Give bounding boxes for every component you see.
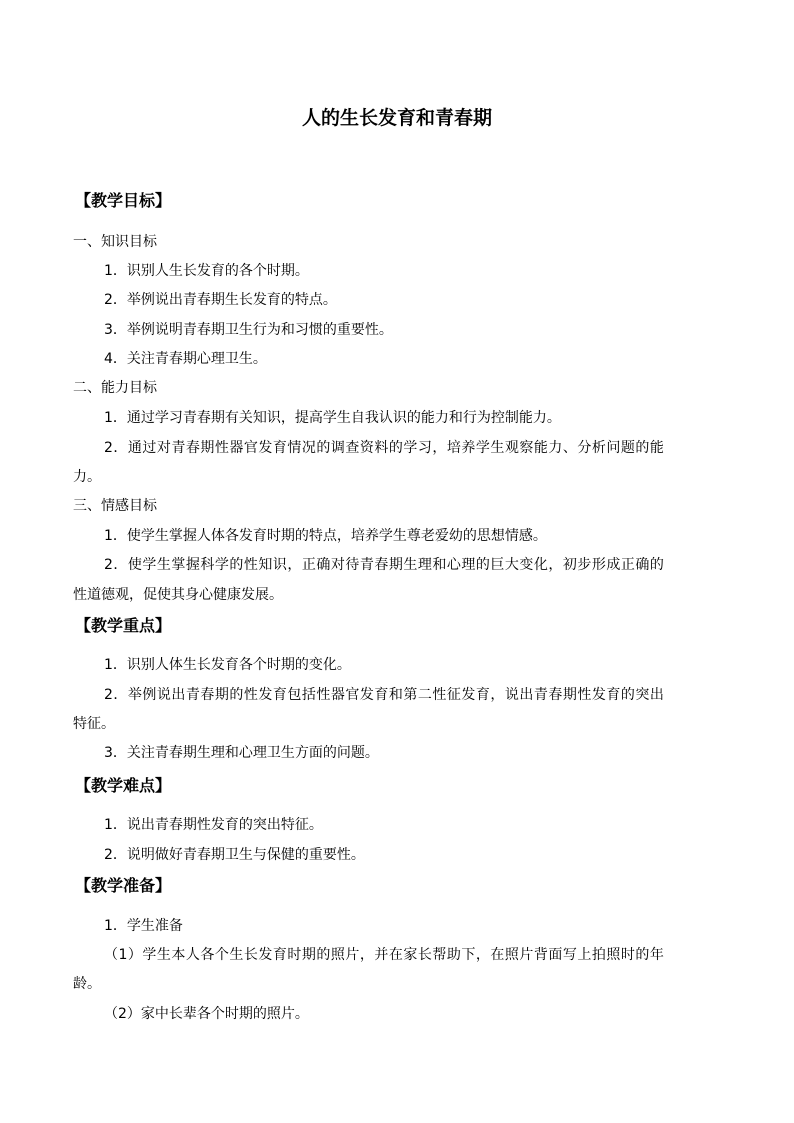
list-item: 2．使学生掌握科学的性知识，正确对待青春期生理和心理的巨大变化，初步形成正确的 <box>104 557 665 573</box>
list-item: 3．关注青春期生理和心理卫生方面的问题。 <box>104 745 379 761</box>
document-title: 人的生长发育和青春期 <box>301 107 492 129</box>
list-item: 2．说明做好青春期卫生与保健的重要性。 <box>104 847 365 863</box>
subheading-ability-objectives: 二、能力目标 <box>73 380 157 396</box>
list-item: 2．举例说出青春期生长发育的特点。 <box>104 292 337 308</box>
list-item: 1．学生准备 <box>104 918 183 934</box>
list-item: 3．举例说明青春期卫生行为和习惯的重要性。 <box>104 322 393 338</box>
list-item: 4．关注青春期心理卫生。 <box>104 351 267 367</box>
list-item: 1．使学生掌握人体各发育时期的特点，培养学生尊老爱幼的思想情感。 <box>104 528 547 544</box>
list-item: 1．识别人体生长发育各个时期的变化。 <box>104 657 351 673</box>
section-heading-difficulties: 【教学难点】 <box>75 776 172 795</box>
list-item-continuation: 龄。 <box>73 976 101 992</box>
subheading-emotional-objectives: 三、情感目标 <box>73 498 157 514</box>
list-item-continuation: 性道德观，促使其身心健康发展。 <box>73 587 283 603</box>
list-item-continuation: 力。 <box>73 469 101 485</box>
list-item: （1）学生本人各个生长发育时期的照片，并在家长帮助下，在照片背面写上拍照时的年 <box>104 947 665 963</box>
list-item: （2）家中长辈各个时期的照片。 <box>104 1006 309 1022</box>
section-heading-teaching-objectives: 【教学目标】 <box>75 191 172 210</box>
section-heading-preparation: 【教学准备】 <box>75 876 172 895</box>
list-item: 1．识别人生长发育的各个时期。 <box>104 263 309 279</box>
subheading-knowledge-objectives: 一、知识目标 <box>73 234 157 250</box>
list-item: 2．举例说出青春期的性发育包括性器官发育和第二性征发育，说出青春期性发育的突出 <box>104 687 665 703</box>
list-item: 1．通过学习青春期有关知识，提高学生自我认识的能力和行为控制能力。 <box>104 410 561 426</box>
list-item-continuation: 特征。 <box>73 716 115 732</box>
list-item: 1．说出青春期性发育的突出特征。 <box>104 817 323 833</box>
list-item: 2．通过对青春期性器官发育情况的调查资料的学习，培养学生观察能力、分析问题的能 <box>104 440 665 456</box>
section-heading-key-points: 【教学重点】 <box>75 616 172 635</box>
